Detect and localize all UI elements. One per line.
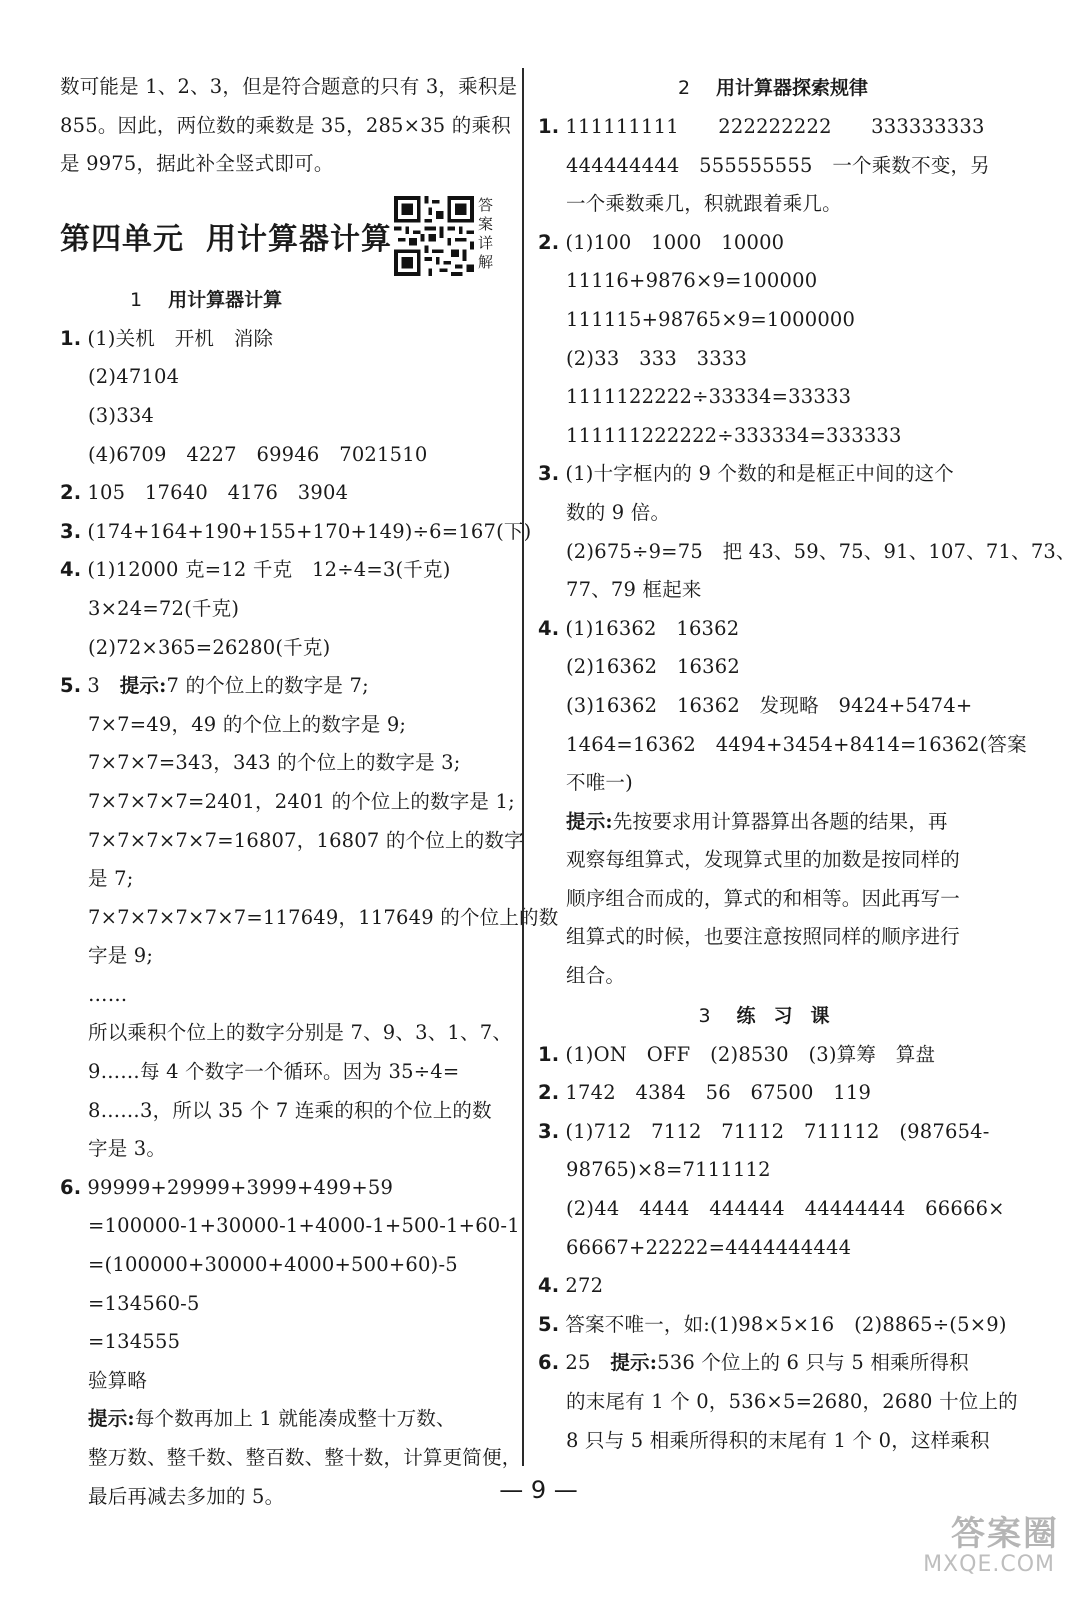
answer-line: 7×7×7×7×7×7=117649，117649 的个位上的数 (88, 905, 559, 929)
section-title: 用计算器计算 (168, 288, 283, 311)
unit-title-number: 第四单元 (60, 221, 184, 257)
question-1: 1. (1)关机 开机 消除 (60, 326, 274, 350)
question-2: 2. (1)100 1000 10000 (538, 230, 785, 254)
answer-line: (4)6709 4227 69946 7021510 (88, 442, 428, 466)
practice-6: 6. 25 提示:536 个位上的 6 只与 5 相乘所得积 (538, 1351, 969, 1375)
page-number: — 9 — (499, 1476, 578, 1504)
answer-line: 111115+98765×9=1000000 (566, 307, 856, 331)
section-heading: 3 练习课 (698, 1004, 848, 1027)
question-1: 1. 111111111 222222222 333333333 (538, 115, 985, 138)
answer-line: 的末尾有 1 个 0，536×5=2680，2680 十位上的 (566, 1390, 1018, 1413)
hint-label: 提示: (610, 1351, 658, 1375)
answer-line: 8 只与 5 相乘所得积的末尾有 1 个 0，这样乘积 (566, 1428, 990, 1452)
hint-line: 组算式的时候，也要注意按照同样的顺序进行 (566, 925, 961, 949)
section-title: 用计算器探索规律 (716, 77, 869, 99)
answer-line: 1464=16362 4494+3454+8414=16362(答案 (566, 732, 1027, 756)
answer-line: =134555 (88, 1330, 181, 1354)
question-4: 4. (1)16362 16362 (538, 616, 740, 640)
answer-line: 111111222222÷333334=333333 (566, 423, 902, 447)
right-column (538, 68, 1076, 1460)
answer-line: 验算略 (88, 1368, 148, 1392)
question-2: 2. 105 17640 4176 3904 (60, 481, 349, 505)
answer-line: 8……3，所以 35 个 7 连乘的积的个位上的数 (88, 1098, 492, 1122)
answer-line: 77、79 框起来 (566, 578, 702, 602)
unit-title (60, 214, 392, 258)
answer-line: (2)47104 (88, 365, 180, 389)
practice-1: 1. (1)ON OFF (2)8530 (3)算筹 算盘 (538, 1042, 936, 1066)
hint-line: 组合。 (566, 964, 626, 988)
question-3: 3. (1)十字框内的 9 个数的和是框正中间的这个 (538, 462, 954, 486)
answer-line: (2)72×365=26280(千克) (88, 635, 331, 659)
intro-line: 数可能是 1、2、3，但是符合题意的只有 3，乘积是 (60, 75, 518, 98)
answer-line: 3×24=72(千克) (88, 596, 240, 620)
hint-line: 提示:每个数再加上 1 就能凑成整十万数、 (88, 1407, 456, 1431)
answer-line: 444444444 555555555 一个乘数不变，另 (566, 153, 990, 177)
answer-line: 98765)×8=7111112 (566, 1158, 771, 1182)
answer-line: 是 7; (88, 867, 134, 891)
answer-line: 9……每 4 个数字一个循环。因为 35÷4= (88, 1060, 460, 1084)
answer-line: 字是 3。 (88, 1137, 167, 1161)
question-5: 5. 3 提示:7 的个位上的数字是 7; (60, 674, 369, 698)
answer-line: 所以乘积个位上的数字分别是 7、9、3、1、7、 (88, 1021, 513, 1045)
left-column (60, 68, 559, 1516)
answer-line: 7×7×7×7=2401，2401 的个位上的数字是 1; (88, 789, 515, 813)
answer-line: (2)33 333 3333 (566, 346, 748, 370)
qr-code-icon[interactable] (394, 196, 474, 276)
answer-line: (2)44 4444 444444 44444444 66666× (566, 1197, 1005, 1221)
section-heading: 2 用计算器探索规律 (677, 77, 869, 99)
unit-title-name: 用计算器计算 (206, 221, 392, 257)
intro-line: 855。因此，两位数的乘数是 35，285×35 的乘积 (60, 113, 511, 137)
qr-code-label: 答案详解 (478, 195, 494, 271)
hint-line: 提示:先按要求用计算器算出各题的结果，再 (566, 809, 948, 833)
hint-label: 提示: (566, 809, 613, 833)
answer-line: 7×7×7×7×7=16807，16807 的个位上的数字 (88, 828, 524, 852)
answer-line: =(100000+30000+4000+500+60)-5 (88, 1253, 458, 1277)
practice-3: 3. (1)712 7112 71112 711112 (987654- (538, 1119, 990, 1143)
answer-line: …… (88, 982, 128, 1006)
answer-line: 1111122222÷33334=33333 (566, 385, 852, 409)
watermark-text: 答案圈 (951, 1514, 1059, 1554)
answer-line: 11116+9876×9=100000 (566, 269, 818, 293)
section-heading: 1 用计算器计算 (130, 288, 283, 311)
hint-line: 观察每组算式，发现算式里的加数是按同样的 (566, 848, 961, 872)
answer-line: 不唯一) (566, 771, 633, 795)
answer-line: (3)334 (88, 403, 155, 427)
answer-line: 7×7=49，49 的个位上的数字是 9; (88, 712, 407, 736)
column-divider (522, 68, 524, 1466)
answer-line: =134560-5 (88, 1291, 200, 1315)
practice-2: 2. 1742 4384 56 67500 119 (538, 1081, 872, 1105)
hint-label: 提示: (88, 1407, 135, 1431)
practice-5: 5. 答案不唯一，如:(1)98×5×16 (2)8865÷(5×9) (538, 1312, 1007, 1336)
practice-4: 4. 272 (538, 1274, 604, 1298)
hint-line: 最后再减去多加的 5。 (88, 1484, 285, 1508)
question-6: 6. 99999+29999+3999+499+59 (60, 1175, 394, 1199)
section-title: 练习课 (736, 1004, 848, 1027)
question-3: 3. (174+164+190+155+170+149)÷6=167(下) (60, 519, 532, 543)
intro-line: 是 9975，据此补全竖式即可。 (60, 152, 334, 176)
hint-line: 整万数、整千数、整百数、整十数，计算更简便， (88, 1446, 522, 1469)
answer-line: 66667+22222=4444444444 (566, 1235, 852, 1259)
hint-label: 提示: (119, 674, 167, 698)
answer-line: 数的 9 倍。 (566, 500, 671, 524)
question-4: 4. (1)12000 克=12 千克 12÷4=3(千克) (60, 558, 451, 582)
watermark-url: MXQE.COM (923, 1552, 1055, 1577)
answer-line: 一个乘数乘几，积就跟着乘几。 (566, 192, 842, 216)
answer-line: 7×7×7=343，343 的个位上的数字是 3; (88, 751, 461, 775)
hint-line: 顺序组合而成的，算式的和相等。因此再写一 (566, 886, 961, 910)
answer-line: =100000-1+30000-1+4000-1+500-1+60-1 (88, 1214, 520, 1238)
answer-line: 字是 9; (88, 944, 154, 968)
unit-header (60, 196, 522, 280)
answer-line: (2)675÷9=75 把 43、59、75、91、107、71、73、 (566, 539, 1076, 563)
answer-line: (3)16362 16362 发现略 9424+5474+ (566, 693, 973, 717)
watermark-logo (879, 1506, 1059, 1586)
answer-line: (2)16362 16362 (566, 655, 740, 679)
